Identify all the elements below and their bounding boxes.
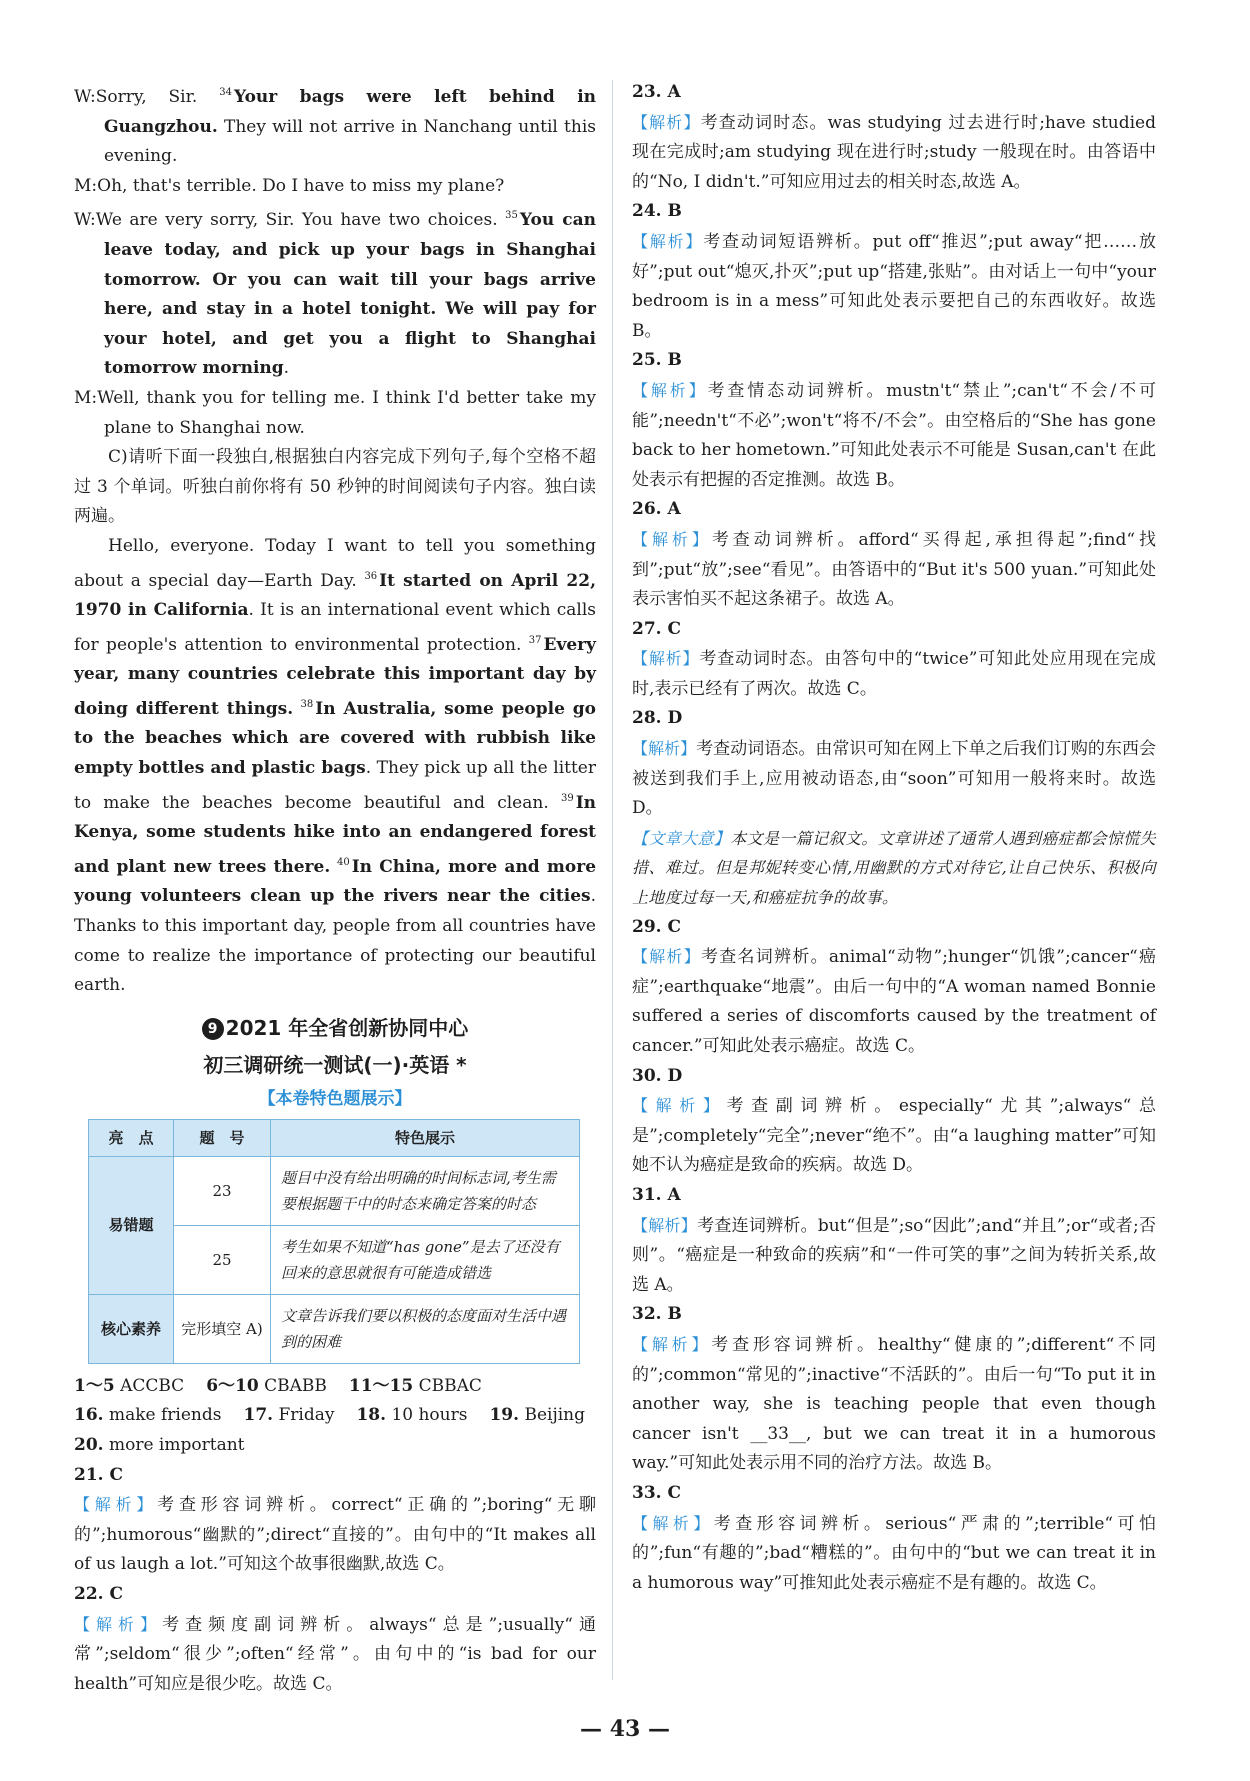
answer-heading — [632, 197, 1156, 227]
script-text — [293, 699, 300, 719]
answer-key-value: CBABB — [264, 1375, 327, 1396]
question-number: 32. — [632, 1304, 662, 1325]
answer-key-value: ACCBC — [120, 1375, 185, 1396]
answer-key-label: 20. — [74, 1435, 104, 1455]
desc-cell: 考生如果不知道“has gone”是去了还没有回来的意思就很有可能造成错选 — [271, 1225, 580, 1294]
answer-letter: A — [667, 499, 681, 520]
dialogue — [74, 78, 596, 443]
answer-heading — [632, 1479, 1156, 1509]
script-text: Sorry, Sir. — [95, 87, 220, 107]
section-title — [74, 1011, 596, 1045]
explanation — [632, 942, 1156, 1061]
analysis-tag: 【解析】 — [632, 649, 700, 669]
explanation-text: 考查连词辨析。but“但是”;so“因此”;and“并且”;or“或者;否则”。“癌症是一种致命的疾病”和“一件可笑的事”之间为转折关系,故选 A。 — [632, 1215, 1156, 1295]
script-text: Hello, everyone. Today I want to tell you something about a special day—Earth Day. — [74, 535, 596, 591]
answer-key-row — [74, 1431, 596, 1461]
explanation-text: 考查动词短语辨析。put off“推迟”;put away“把……放好”;put out“熄灭,扑灭”;put up“搭建,张贴”。由对话上一句中“your bedroom is in a mess”可知此处表示要把自己的东西收好。故选 B。 — [632, 231, 1156, 341]
explanation-text: 考查形容词辨析。serious“严肃的”;terrible“可怕的”;fun“有趣的”;bad“糟糕的”。由句中的“but we can treat it in a humorous way”可推知此处表示癌症不是有趣的。故选 C。 — [632, 1513, 1156, 1593]
monologue — [74, 532, 596, 1001]
article-summary — [632, 824, 1156, 913]
analysis-tag: 【解析】 — [632, 1334, 712, 1354]
category-cell: 核心素养 — [89, 1294, 174, 1363]
answer-key-label: 18. — [356, 1405, 387, 1426]
analysis-tag: 【解析】 — [632, 529, 712, 549]
table-row — [89, 1294, 580, 1363]
question-number: 25. — [632, 350, 662, 371]
dialogue-line — [74, 78, 596, 172]
explanation-text: 考查情态动词辨析。mustn't“禁止”;can't“不会/不可能”;needn't“不必”;won't“将不/不会”。由空格后的“She has gone back to her hometown.”可知此处表示不可能是 Susan,can't 在此处表示有把握的否定推测。故选 B。 — [632, 380, 1156, 490]
answer-letter: C — [667, 618, 682, 639]
answer-key-value: more important — [108, 1435, 245, 1455]
script-text: . — [283, 358, 290, 379]
analysis-tag: 【解析】 — [632, 1513, 714, 1533]
question-number: 30. — [632, 1065, 662, 1086]
answer-heading — [632, 346, 1156, 376]
script-text — [330, 857, 337, 877]
answer-letter: A — [667, 1184, 681, 1205]
speaker-colon: : — [90, 210, 96, 231]
answer-key-label: 19. — [489, 1405, 520, 1426]
item-cell: 23 — [174, 1156, 271, 1225]
desc-cell: 题目中没有给出明确的时间标志词,考生需要根据题干中的时态来确定答案的时态 — [271, 1156, 580, 1225]
feature-table — [88, 1119, 580, 1364]
question-marker: 39 — [560, 792, 574, 804]
question-number: 33. — [632, 1482, 662, 1503]
explanation-text: 考查频度副词辨析。always“总是”;usually“通常”;seldom“很少”;often“经常”。由句中的“is bad for our health”可知应是很少吃。故选 C。 — [74, 1614, 596, 1694]
script-text: Oh, that's terrible. Do I have to miss my plane? — [97, 175, 505, 196]
script-text: Well, thank you for telling me. I think I'd better take my plane to Shanghai now. — [97, 387, 596, 438]
analysis-tag: 【解析】 — [632, 1215, 698, 1235]
analysis-tag: 【解析】 — [632, 380, 708, 400]
question-marker: 35 — [505, 210, 518, 222]
question-number: 31. — [632, 1184, 662, 1205]
analysis-tag: 【解析】 — [74, 1614, 163, 1634]
answer-letter: C — [109, 1464, 124, 1485]
answer-letter: B — [667, 350, 682, 371]
left-column — [74, 78, 596, 1699]
column-divider — [612, 80, 613, 1680]
explanation-text: 考查动词时态。was studying 过去进行时;have studied 现在完成时;am studying 现在进行时;study 一般现在时。由答语中的“No, I didn't.”可知应用过去的相关时态,故选 A。 — [632, 112, 1156, 192]
answer-key-value: Friday — [278, 1405, 335, 1426]
answer-letter: C — [667, 916, 682, 937]
answer-letter: B — [667, 201, 682, 222]
script-text: . They pick up all the litter to make the beaches become beautiful and clean. — [74, 758, 596, 813]
answer-key-row — [74, 1401, 596, 1431]
question-number: 23. — [632, 82, 662, 102]
speaker-label: W — [74, 210, 90, 231]
speaker-label: M — [74, 175, 92, 196]
page-number: — 43 — — [580, 1716, 670, 1742]
explanation — [632, 734, 1156, 824]
question-marker: 34 — [219, 87, 232, 98]
explanation — [632, 1091, 1156, 1181]
answer-heading — [632, 913, 1156, 943]
answer-heading — [74, 1461, 596, 1491]
question-number: 27. — [632, 618, 662, 639]
header-highlight: 亮 点 — [89, 1119, 174, 1156]
question-number: 24. — [632, 201, 662, 222]
question-number: 22. — [74, 1583, 104, 1604]
answer-text: In Australia, some people go to the beaches which are covered with rubbish like empty bottles and plastic bags — [74, 698, 597, 779]
speaker-colon: : — [90, 87, 96, 107]
answer-heading — [632, 1181, 1156, 1211]
monologue-instruction: C)请听下面一段独白,根据独白内容完成下列句子,每个空格不超过 3 个单词。听独白前你将有 50 秒钟的时间阅读句子内容。独白读两遍。 — [74, 447, 596, 527]
answer-letter: A — [667, 82, 681, 102]
answer-key-label: 1～5 — [74, 1375, 115, 1396]
analysis-tag: 【解析】 — [632, 1096, 727, 1116]
answer-heading — [632, 1062, 1156, 1092]
answer-key-label: 16. — [74, 1405, 104, 1426]
explanation-text: 考查动词时态。由答句中的“twice”可知此处应用现在完成时,表示已经有了两次。故选 C。 — [632, 649, 1156, 699]
script-text: We are very sorry, Sir. You have two choices. — [95, 210, 506, 231]
left-answer-items — [74, 1461, 596, 1700]
answer-text: In Kenya, some students hike into an endangered forest and plant new trees there. — [74, 792, 596, 877]
desc-cell: 文章告诉我们要以积极的态度面对生活中遇到的困难 — [271, 1294, 580, 1363]
explanation-text: 考查动词辨析。afford“买得起,承担得起”;find“找到”;put“放”;see“看见”。由答语中的“But it's 500 yuan.”可知此处表示害怕买不起这条裙子。故选 A。 — [632, 529, 1156, 610]
answer-text: In China, more and more young volunteers clean up the rivers near the cities — [74, 856, 597, 907]
question-number: 21. — [74, 1464, 104, 1485]
question-number: 28. — [632, 708, 662, 729]
explanation-text: 考查名词辨析。animal“动物”;hunger“饥饿”;cancer“癌症”;earthquake“地震”。由后一句中的“A woman named Bonnie suffered a series of discomforts caused by the treatment of cancer.”可知此处表示癌症。故选 C。 — [632, 947, 1156, 1056]
section-number: 9 — [202, 1018, 224, 1040]
answer-text: You can leave today, and pick up your bags in Shanghai tomorrow. Or you can wait till your bags arrive here, and stay in a hotel tonight. We will pay for your hotel, and get you a flight to Shanghai tomorrow morning — [104, 210, 596, 379]
explanation — [632, 1509, 1156, 1599]
answer-key-label: 6～10 — [206, 1375, 259, 1396]
answer-heading — [632, 704, 1156, 734]
speaker-colon: : — [91, 387, 98, 408]
explanation — [632, 108, 1156, 198]
answer-heading — [632, 78, 1156, 108]
explanation-text: 考查动词语态。由常识可知在网上下单之后我们订购的东西会被送到我们手上,应用被动语态,由“soon”可知用一般将来时。故选 D。 — [632, 739, 1156, 819]
answer-letter: C — [109, 1583, 124, 1604]
answer-letter: C — [667, 1482, 682, 1503]
speaker-label: W — [74, 87, 90, 107]
explanation — [632, 525, 1156, 615]
answer-heading — [632, 615, 1156, 645]
summary-text: 本文是一篇记叙文。文章讲述了通常人遇到癌症都会惊慌失措、难过。但是邦妮转变心情,用幽默的方式对待它,让自己快乐、积极向上地度过每一天,和癌症抗争的故事。 — [632, 828, 1156, 908]
answer-key-value: CBBAC — [418, 1375, 482, 1396]
category-cell: 易错题 — [89, 1156, 174, 1294]
feature-table-header — [89, 1119, 580, 1156]
summary-tag: 【文章大意】 — [632, 828, 731, 848]
analysis-tag: 【解析】 — [632, 947, 702, 967]
dialogue-line — [74, 384, 596, 443]
explanation — [74, 1610, 596, 1700]
answer-key-row — [74, 1372, 596, 1402]
feature-title: 【本卷特色题展示】 — [258, 1088, 412, 1109]
section-title-text: 2021 年全省创新协同中心 — [225, 1015, 469, 1040]
explanation-text: 考查形容词辨析。healthy“健康的”;different“不同的”;common“常见的”;inactive“不活跃的”。由后一句“To put it in another way, she is teaching people that even though cancer isn't __33__, but we can treat it in a humorous way.”可知此处表示用不同的治疗方法。故选 B。 — [632, 1334, 1156, 1474]
header-item: 题 号 — [174, 1119, 271, 1156]
answer-key-value: 10 hours — [391, 1405, 468, 1426]
script-text: . It is an international event which calls for people's attention to environmental protection. — [74, 600, 597, 655]
analysis-tag: 【解析】 — [74, 1495, 158, 1515]
question-marker: 37 — [528, 634, 542, 646]
analysis-tag: 【解析】 — [632, 112, 701, 132]
explanation-text: 考查副词辨析。especially“尤其”;always“总是”;completely“完全”;never“绝不”。由“a laughing matter”可知她不认为癌症是致命的疾病。故选 D。 — [632, 1096, 1156, 1176]
table-row — [89, 1156, 580, 1225]
header-feature: 特色展示 — [271, 1119, 580, 1156]
answer-key-label: 17. — [243, 1405, 274, 1426]
answer-text: It started on April 22, 1970 in California — [74, 570, 596, 621]
item-cell: 25 — [174, 1225, 271, 1294]
answer-text: Every year, many countries celebrate this important day by doing different things. — [74, 634, 596, 719]
explanation — [74, 1490, 596, 1580]
answer-key-value: Beijing — [524, 1405, 585, 1426]
question-number: 26. — [632, 499, 662, 520]
question-marker: 38 — [300, 698, 314, 710]
explanation — [632, 1330, 1156, 1479]
question-number: 29. — [632, 916, 662, 937]
analysis-tag: 【解析】 — [632, 231, 704, 251]
answer-heading — [632, 495, 1156, 525]
speaker-label: M — [74, 387, 92, 408]
item-cell: 完形填空 A) — [174, 1294, 271, 1363]
script-text: . Thanks to this important day, people from all countries have come to realize the importance of protecting our beautiful earth. — [74, 886, 596, 996]
answer-heading — [74, 1580, 596, 1610]
answer-heading — [632, 1300, 1156, 1330]
answer-letter: B — [667, 1304, 682, 1325]
analysis-tag: 【解析】 — [632, 739, 697, 759]
answer-key-label: 11～15 — [348, 1375, 414, 1396]
script-text: They will not arrive in Nanchang until this evening. — [104, 116, 596, 167]
explanation — [632, 376, 1156, 495]
section-subtitle: 初三调研统一测试(一)·英语 * — [203, 1052, 467, 1077]
answer-letter: D — [667, 1065, 683, 1086]
dialogue-line — [74, 201, 596, 384]
question-marker: 40 — [336, 856, 350, 868]
answer-letter: D — [667, 708, 683, 729]
dialogue-line — [74, 172, 596, 202]
explanation — [632, 227, 1156, 346]
answer-key-value: make friends — [108, 1405, 222, 1426]
explanation — [632, 1211, 1156, 1301]
question-marker: 36 — [364, 570, 378, 582]
right-column — [632, 78, 1156, 1598]
explanation — [632, 644, 1156, 704]
answer-text: Your bags were left behind in Guangzhou. — [104, 87, 597, 137]
speaker-colon: : — [91, 175, 98, 196]
explanation-text: 考查形容词辨析。correct“正确的”;boring“无聊的”;humorous“幽默的”;direct“直接的”。由句中的“It makes all of us laugh a lot.”可知这个故事很幽默,故选 C。 — [74, 1495, 596, 1575]
